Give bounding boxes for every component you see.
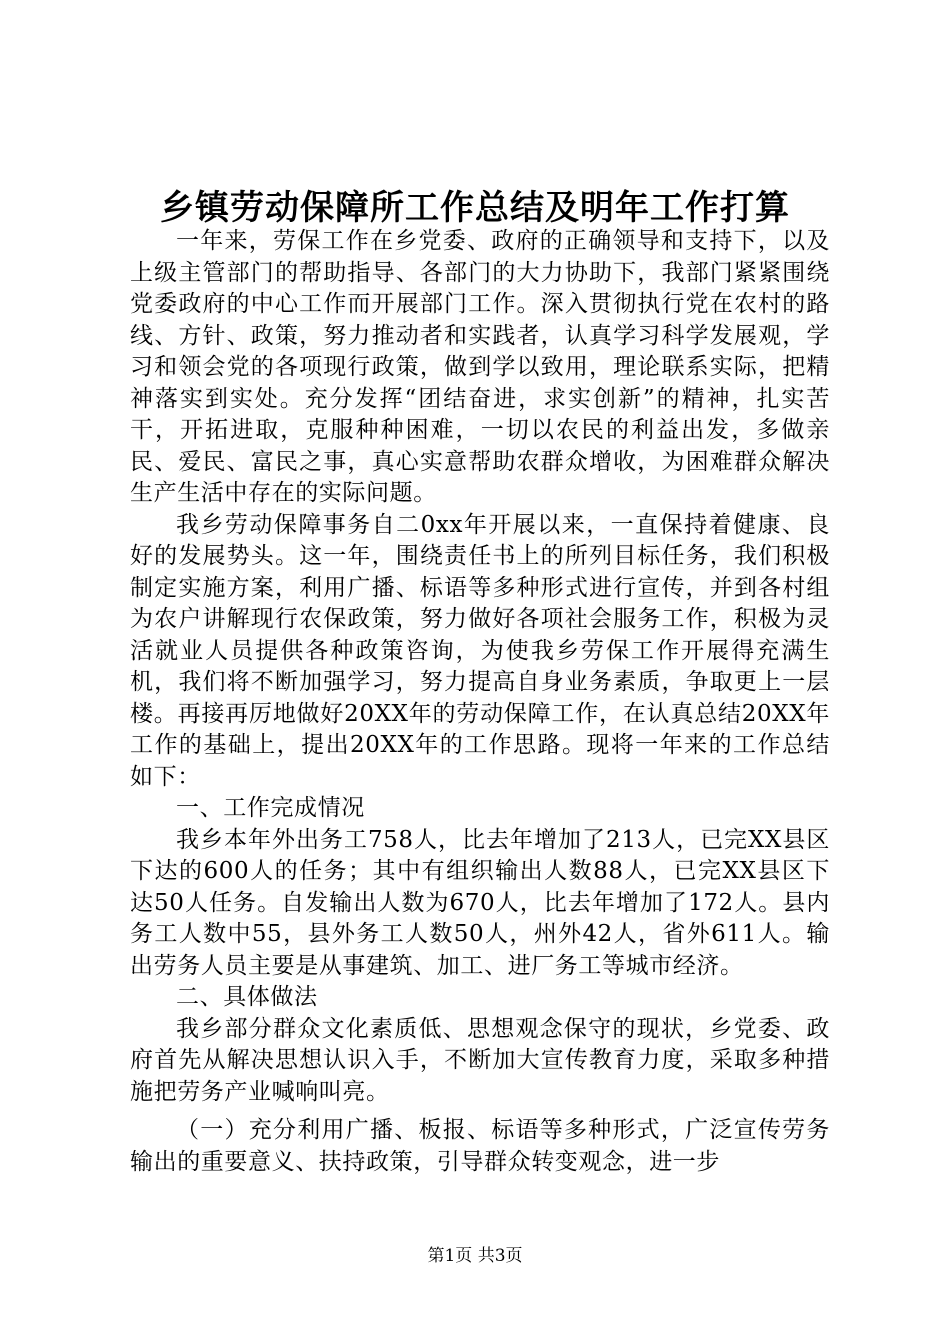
paragraph-intro: 一年来，劳保工作在乡党委、政府的正确领导和支持下，以及上级主管部门的帮助指导、各部门的大力协助下，我部门紧紧围绕党委政府的中心工作而开展部门工作。深入贯彻执行党在农村的路线、方针、政策，努力推动者和实践者，认真学习科学发展观，学习和领会党的各项现行政策，做到学以致用，理论联系实际，把精神落实到实处。充分发挥“团结奋进，求实创新”的精神，扎实苦干，开拓进取，克服种种困难，一切以农民的利益出发，多做亲民、爱民、富民之事，真心实意帮助农群众增收，为困难群众解决生产生活中存在的实际问题。 bbox=[130, 228, 830, 506]
section-heading-methods: 二、具体做法 bbox=[176, 984, 318, 1010]
page-footer: 第1页 共3页 bbox=[427, 1246, 523, 1266]
document-title: 乡镇劳动保障所工作总结及明年工作打算 bbox=[160, 188, 790, 228]
paragraph-completion: 我乡本年外出务工758人，比去年增加了213人，已完XX县区下达的600人的任务；其中有组织输出人数88人，已完XX县区下达50人任务。自发输出人数为670人，比去年增加了172人。县内务工人数中55，县外务工人数50人，州外42人，省外611人。输出劳务人员主要是从事建筑、加工、进厂务工等城市经济。 bbox=[130, 826, 830, 979]
paragraph-overview: 我乡劳动保障事务自二0xx年开展以来，一直保持着健康、良好的发展势头。这一年，围绕责任书上的所列目标任务，我们积极制定实施方案，利用广播、标语等多种形式进行宣传，并到各村组为农户讲解现行农保政策，努力做好各项社会服务工作，积极为灵活就业人员提供各种政策咨询，为使我乡劳保工作开展得充满生机，我们将不断加强学习，努力提高自身业务素质，争取更上一层楼。再接再厉地做好20XX年的劳动保障工作，在认真总结20XX年工作的基础上，提出20XX年的工作思路。现将一年来的工作总结如下： bbox=[130, 511, 830, 790]
section-heading-completion: 一、工作完成情况 bbox=[176, 795, 365, 821]
paragraph-method-one: （一）充分利用广播、板报、标语等多种形式，广泛宣传劳务输出的重要意义、扶持政策，引导群众转变观念，进一步 bbox=[130, 1117, 830, 1175]
document-body bbox=[130, 226, 830, 1178]
paragraph-methods: 我乡部分群众文化素质低、思想观念保守的现状，乡党委、政府首先从解决思想认识入手，不断加大宣传教育力度，采取多种措施把劳务产业喊响叫亮。 bbox=[130, 1015, 830, 1105]
